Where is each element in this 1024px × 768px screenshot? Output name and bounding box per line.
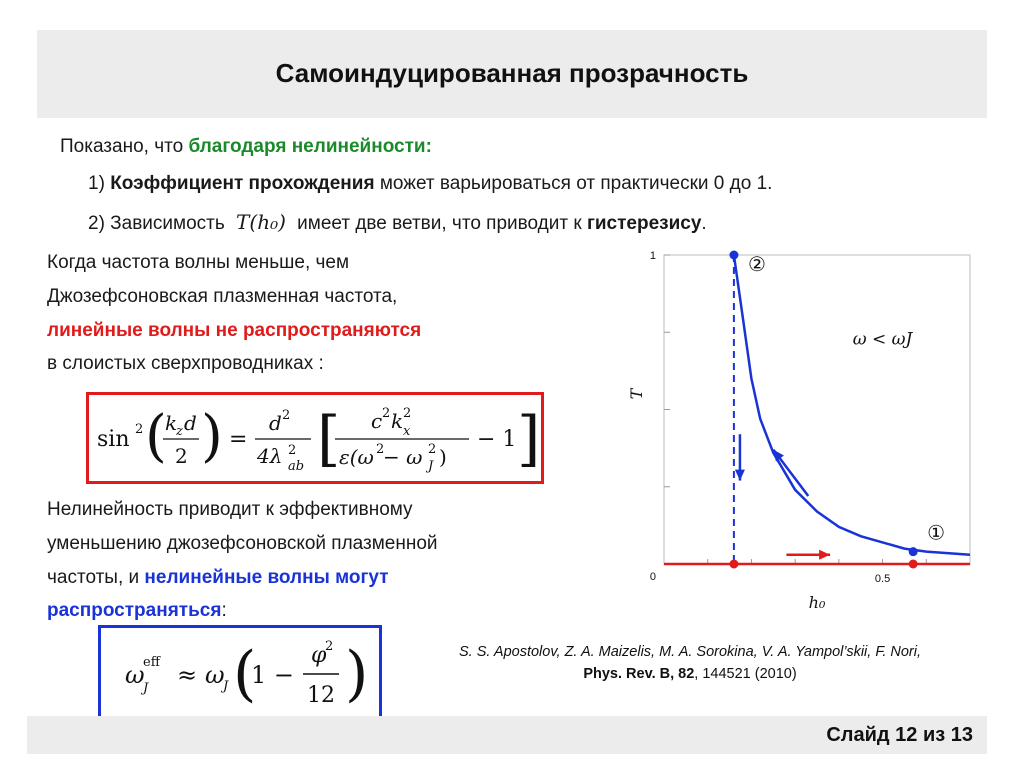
series-line-0 <box>734 255 970 555</box>
right-arrow-head <box>819 550 830 560</box>
chart-svg <box>624 238 980 616</box>
formula-1-box <box>86 392 544 484</box>
item-2-formula: T(h₀) <box>236 210 286 234</box>
annotation-omega: ω < ωJ <box>852 329 913 350</box>
para2-line2: уменьшению джозефсоновской плазменной <box>47 533 438 554</box>
svg-text:(: ( <box>233 639 257 709</box>
svg-text:ab: ab <box>288 459 305 474</box>
svg-text:2: 2 <box>325 639 334 654</box>
svg-text:k: k <box>165 411 178 435</box>
svg-text:2: 2 <box>428 442 437 457</box>
item-2 <box>88 210 707 235</box>
svg-text:]: ] <box>517 404 541 474</box>
svg-text:[: [ <box>317 404 341 474</box>
reference <box>410 641 970 685</box>
svg-text:): ) <box>439 445 447 469</box>
svg-text:ω: ω <box>205 661 225 689</box>
svg-text:2: 2 <box>382 406 391 421</box>
item-2-mid: имеет две ветви, что приводит к <box>297 213 587 234</box>
item-1-rest: может варьироваться от практически 0 до 1. <box>374 173 773 194</box>
para2-line3-prefix: частоты, и <box>47 567 145 588</box>
svg-text:− 1: − 1 <box>477 427 517 452</box>
svg-text:c: c <box>371 409 383 433</box>
svg-text:ε(ω: ε(ω <box>339 445 374 469</box>
svg-text:J: J <box>143 681 149 696</box>
svg-text:2: 2 <box>288 443 297 458</box>
slide-title: Самоиндуцированная прозрачность <box>275 58 749 88</box>
svg-text:12: 12 <box>307 683 335 708</box>
title-bar <box>37 30 987 118</box>
svg-text:2: 2 <box>376 442 385 457</box>
intro-prefix: Показано, что <box>60 136 189 157</box>
svg-text:J: J <box>223 679 229 694</box>
marker-label-1: ① <box>927 520 946 545</box>
x-tick-label-0-5: 0.5 <box>874 573 891 585</box>
item-2-bold: гистерезису <box>586 213 702 234</box>
para1-line4: в слоистых сверхпроводниках : <box>47 353 324 374</box>
item-2-end: . <box>701 213 707 234</box>
marker-point-3 <box>909 560 918 569</box>
svg-text:d: d <box>184 411 197 435</box>
footer-bar <box>27 716 987 754</box>
svg-text:x: x <box>403 424 411 439</box>
svg-text:2: 2 <box>135 422 144 437</box>
svg-text:2: 2 <box>403 406 412 421</box>
reference-citation <box>410 663 970 685</box>
svg-text:≈: ≈ <box>177 661 198 689</box>
plot-area <box>664 255 970 564</box>
para2-line4 <box>47 600 227 622</box>
formula-1-sin: sin <box>97 427 130 452</box>
svg-text:1 −: 1 − <box>251 661 295 689</box>
item-1-bold: Коэффициент прохождения <box>110 173 375 194</box>
item-2-prefix: 2) Зависимость <box>88 213 231 234</box>
y-axis-label: T <box>627 388 646 400</box>
hysteresis-chart <box>624 238 980 616</box>
x-axis-label: h₀ <box>808 593 826 612</box>
svg-text:4λ: 4λ <box>257 444 283 468</box>
svg-text:d: d <box>269 411 282 435</box>
item-1 <box>88 173 772 195</box>
svg-text:=: = <box>229 427 248 452</box>
svg-text:− ω: − ω <box>383 445 423 469</box>
marker-point-1 <box>909 547 918 556</box>
svg-text:): ) <box>201 404 223 469</box>
formula-2-box <box>98 625 382 721</box>
svg-text:k: k <box>391 409 404 433</box>
svg-text:φ: φ <box>311 643 327 668</box>
para2-line1: Нелинейность приводит к эффективному <box>47 499 413 520</box>
intro-line <box>60 136 432 158</box>
formula-2 <box>101 628 379 718</box>
svg-text:): ) <box>345 639 369 709</box>
svg-text:(: ( <box>145 404 167 469</box>
formula-1 <box>89 395 541 481</box>
intro-highlight: благодаря нелинейности: <box>188 136 432 157</box>
para2-end: : <box>221 600 227 621</box>
down-arrow-head <box>735 470 745 481</box>
svg-text:J: J <box>428 459 434 474</box>
item-1-number: 1) <box>88 173 111 194</box>
x-tick-label-0: 0 <box>649 571 656 583</box>
slide-number: Слайд 12 из 13 <box>826 724 973 746</box>
svg-text:ω: ω <box>125 661 145 689</box>
svg-text:2: 2 <box>282 408 291 423</box>
marker-point-0 <box>729 251 738 260</box>
svg-text:eff: eff <box>143 655 160 670</box>
y-tick-label-1: 1 <box>649 250 656 262</box>
para1-line2: Джозефсоновская плазменная частота, <box>47 286 398 307</box>
marker-point-2 <box>729 560 738 569</box>
para1-line1: Когда частота волны меньше, чем <box>47 252 350 273</box>
marker-label-0: ② <box>747 252 766 276</box>
reference-rest: , 144521 (2010) <box>694 666 797 682</box>
para1-red: линейные волны не распространяются <box>47 320 422 341</box>
para2-blue-2: распространяться <box>47 600 222 621</box>
svg-text:z: z <box>176 424 183 439</box>
reference-journal: Phys. Rev. B, 82 <box>583 666 695 682</box>
para2-line3 <box>47 567 389 589</box>
reference-authors: S. S. Apostolov, Z. A. Maizelis, M. A. Sorokina, V. A. Yampol’skii, F. Nori, <box>458 644 921 660</box>
svg-text:2: 2 <box>175 444 188 468</box>
para2-blue-1: нелинейные волны могут <box>144 567 389 588</box>
